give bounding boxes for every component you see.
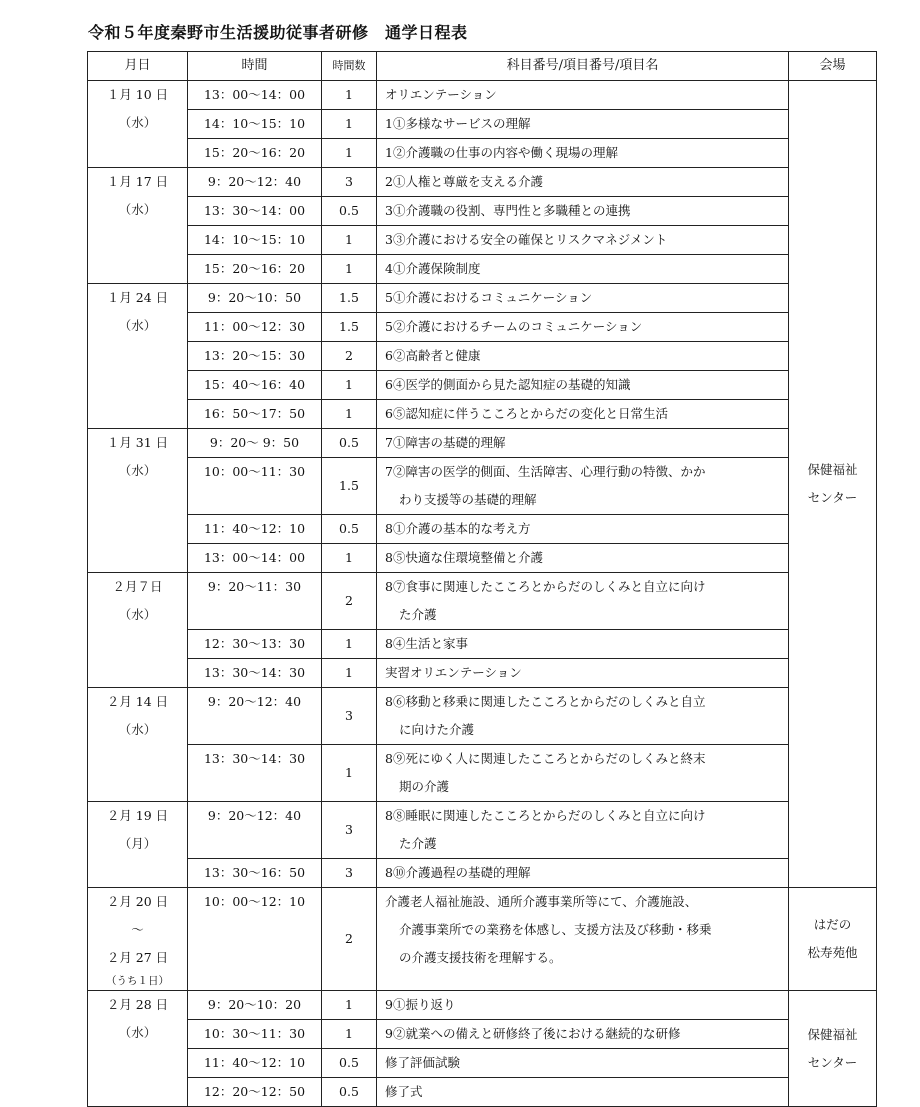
table-row (88, 255, 877, 284)
table-row (88, 802, 877, 859)
hours-cell: 3 (322, 859, 377, 888)
hours-cell: 0.5 (322, 515, 377, 544)
date-cell (88, 688, 188, 802)
hours-cell: 3 (322, 688, 377, 745)
subject-text: 介護事業所での業務を体感し、支援方法及び移動・移乗 (399, 922, 712, 937)
date-text: ～ (131, 922, 144, 937)
subject-text: 期の介護 (399, 779, 450, 794)
date-cell (88, 81, 188, 168)
table-row (88, 745, 877, 802)
subject-text: 9①振り返り (385, 997, 456, 1012)
subject-text: 8⑧睡眠に関連したこころとからだのしくみと自立に向け (385, 808, 706, 823)
subject-cell (377, 630, 789, 659)
table-row (88, 110, 877, 139)
subject-text: の介護支援技術を理解する。 (399, 950, 562, 965)
subject-text: 6④医学的側面から見た認知症の基礎的知識 (385, 377, 631, 392)
table-row (88, 544, 877, 573)
subject-cell (377, 991, 789, 1020)
subject-text: 6⑤認知症に伴うこころとからだの変化と日常生活 (385, 406, 668, 421)
table-row (88, 284, 877, 313)
table-row (88, 888, 877, 991)
subject-text: た介護 (399, 607, 437, 622)
time-cell: 11：40～12：10 (188, 515, 322, 544)
subject-text: 実習オリエンテーション (385, 665, 522, 680)
date-text: ２月 20 日 (106, 894, 169, 909)
hours-cell: 1 (322, 226, 377, 255)
subject-text: 2①人権と尊厳を支える介護 (385, 174, 543, 189)
table-row (88, 573, 877, 630)
date-text: （月） (118, 836, 157, 851)
time-cell: 15：20～16：20 (188, 139, 322, 168)
subject-text: に向けた介護 (399, 722, 475, 737)
hours-cell: 1 (322, 630, 377, 659)
subject-text: 6②高齢者と健康 (385, 348, 481, 363)
date-text: （水） (118, 463, 157, 478)
hours-cell: 0.5 (322, 1078, 377, 1107)
subject-cell (377, 342, 789, 371)
subject-text: 8⑤快適な住環境整備と介護 (385, 550, 543, 565)
hours-cell: 1 (322, 544, 377, 573)
header-hours: 時間数 (322, 52, 377, 81)
subject-cell (377, 859, 789, 888)
date-text: １月 10 日 (106, 87, 169, 102)
date-text: ２月 28 日 (106, 997, 169, 1012)
table-row (88, 371, 877, 400)
table-row (88, 197, 877, 226)
subject-text: 4①介護保険制度 (385, 261, 481, 276)
subject-cell (377, 313, 789, 342)
date-text: ２月 19 日 (106, 808, 169, 823)
date-text: ２月７日 (112, 579, 163, 594)
header-time: 時間 (188, 52, 322, 81)
venue-text: 松寿苑他 (807, 945, 858, 960)
header-subject: 科目番号/項目番号/項目名 (377, 52, 789, 81)
subject-text: 3①介護職の役割、専門性と多職種との連携 (385, 203, 631, 218)
hours-cell: 1.5 (322, 313, 377, 342)
date-text: ２月 27 日 (106, 950, 169, 965)
hours-cell: 0.5 (322, 197, 377, 226)
subject-text: 9②就業への備えと研修終了後における継続的な研修 (385, 1026, 681, 1041)
subject-text: 修了式 (385, 1084, 423, 1099)
time-cell: 11：40～12：10 (188, 1049, 322, 1078)
subject-text: 8⑦食事に関連したこころとからだのしくみと自立に向け (385, 579, 706, 594)
hours-cell: 1.5 (322, 284, 377, 313)
time-cell: 13：30～14：30 (188, 745, 322, 802)
hours-cell: 1 (322, 255, 377, 284)
venue-cell (789, 991, 877, 1107)
hours-cell: 1 (322, 659, 377, 688)
subject-text: わり支援等の基礎的理解 (399, 492, 537, 507)
date-cell (88, 573, 188, 688)
table-row (88, 991, 877, 1020)
time-cell: 9：20～12：40 (188, 168, 322, 197)
time-cell: 13：30～16：50 (188, 859, 322, 888)
subject-text: 8⑨死にゆく人に関連したこころとからだのしくみと終末 (385, 751, 706, 766)
subject-cell (377, 110, 789, 139)
subject-cell (377, 659, 789, 688)
table-row (88, 859, 877, 888)
hours-cell: 3 (322, 168, 377, 197)
subject-text: 介護老人福祉施設、通所介護事業所等にて、介護施設、 (385, 894, 698, 909)
venue-text: センター (807, 1054, 858, 1070)
subject-cell (377, 688, 789, 745)
table-row (88, 139, 877, 168)
subject-text: 8①介護の基本的な考え方 (385, 521, 531, 536)
subject-text: 3③介護における安全の確保とリスクマネジメント (385, 232, 668, 247)
date-text: １月 17 日 (106, 174, 169, 189)
table-row (88, 342, 877, 371)
time-cell: 16：50～17：50 (188, 400, 322, 429)
subject-text: た介護 (399, 836, 437, 851)
date-text: ２月 14 日 (106, 694, 169, 709)
date-text: （水） (118, 115, 157, 130)
subject-cell (377, 1049, 789, 1078)
hours-cell: 1.5 (322, 458, 377, 515)
date-text: （水） (118, 1025, 157, 1040)
table-row (88, 168, 877, 197)
hours-cell: 2 (322, 342, 377, 371)
date-cell (88, 429, 188, 573)
date-text: （水） (118, 318, 157, 333)
hours-cell: 1 (322, 110, 377, 139)
subject-cell (377, 226, 789, 255)
subject-cell (377, 429, 789, 458)
subject-cell (377, 81, 789, 110)
subject-cell (377, 458, 789, 515)
date-text: （水） (118, 607, 157, 622)
subject-cell (377, 255, 789, 284)
table-row (88, 429, 877, 458)
time-cell: 13：30～14：30 (188, 659, 322, 688)
date-cell (88, 888, 188, 991)
subject-text: 7②障害の医学的側面、生活障害、心理行動の特徴、かか (385, 464, 706, 479)
subject-text: 5①介護におけるコミュニケーション (385, 290, 593, 305)
time-cell: 10：00～12：10 (188, 888, 322, 991)
hours-cell: 2 (322, 573, 377, 630)
page-title: 令和５年度秦野市生活援助従事者研修 通学日程表 (88, 23, 468, 42)
venue-text: 保健福祉 (807, 462, 858, 477)
time-cell: 9：20～10：20 (188, 991, 322, 1020)
date-text: （うち１日） (106, 975, 169, 987)
venue-cell (789, 888, 877, 991)
time-cell: 9：20～11：30 (188, 573, 322, 630)
subject-text: 1②介護職の仕事の内容や働く現場の理解 (385, 145, 618, 160)
table-row (88, 1049, 877, 1078)
subject-cell (377, 888, 789, 991)
header-date: 月日 (88, 52, 188, 81)
time-cell: 9：20～12：40 (188, 688, 322, 745)
subject-text: 修了評価試験 (385, 1055, 461, 1070)
table-row (88, 313, 877, 342)
time-cell: 10：30～11：30 (188, 1020, 322, 1049)
time-cell: 9：20～12：40 (188, 802, 322, 859)
time-cell: 12：30～13：30 (188, 630, 322, 659)
hours-cell: 2 (322, 888, 377, 991)
hours-cell: 1 (322, 991, 377, 1020)
venue-text: はだの (813, 917, 852, 932)
subject-cell (377, 745, 789, 802)
date-text: １月 31 日 (106, 435, 169, 450)
subject-text: 7①障害の基礎的理解 (385, 435, 506, 450)
date-cell (88, 168, 188, 284)
time-cell: 10：00～11：30 (188, 458, 322, 515)
subject-text: 8④生活と家事 (385, 636, 468, 651)
subject-text: 8⑥移動と移乗に関連したこころとからだのしくみと自立 (385, 694, 706, 709)
subject-text: 1①多様なサービスの理解 (385, 116, 531, 131)
table-row (88, 1020, 877, 1049)
table-row (88, 1078, 877, 1107)
table-row (88, 400, 877, 429)
subject-cell (377, 139, 789, 168)
hours-cell: 1 (322, 1020, 377, 1049)
header-venue: 会場 (789, 52, 877, 81)
subject-cell (377, 168, 789, 197)
schedule-table (87, 51, 877, 1107)
subject-cell (377, 573, 789, 630)
venue-text: センター (807, 490, 858, 505)
date-cell (88, 991, 188, 1107)
subject-text: オリエンテーション (385, 87, 497, 102)
hours-cell: 3 (322, 802, 377, 859)
time-cell: 11：00～12：30 (188, 313, 322, 342)
time-cell: 14：10～15：10 (188, 110, 322, 139)
venue-cell (789, 81, 877, 888)
time-cell: 13：00～14：00 (188, 81, 322, 110)
hours-cell: 1 (322, 371, 377, 400)
hours-cell: 1 (322, 400, 377, 429)
hours-cell: 0.5 (322, 429, 377, 458)
date-text: （水） (118, 202, 157, 217)
table-row (88, 81, 877, 110)
subject-cell (377, 284, 789, 313)
subject-cell (377, 400, 789, 429)
hours-cell: 0.5 (322, 1049, 377, 1078)
time-cell: 9：20～ 9：50 (188, 429, 322, 458)
table-row (88, 515, 877, 544)
subject-cell (377, 515, 789, 544)
subject-cell (377, 544, 789, 573)
date-text: １月 24 日 (106, 290, 169, 305)
hours-cell: 1 (322, 139, 377, 168)
schedule-body (88, 81, 877, 1107)
time-cell: 15：40～16：40 (188, 371, 322, 400)
subject-cell (377, 1020, 789, 1049)
table-row (88, 226, 877, 255)
time-cell: 9：20～10：50 (188, 284, 322, 313)
hours-cell: 1 (322, 81, 377, 110)
subject-text: 8⑩介護過程の基礎的理解 (385, 865, 531, 880)
date-cell (88, 284, 188, 429)
hours-cell: 1 (322, 745, 377, 802)
subject-cell (377, 371, 789, 400)
header-row (88, 52, 877, 81)
time-cell: 13：20～15：30 (188, 342, 322, 371)
time-cell: 13：00～14：00 (188, 544, 322, 573)
subject-text: 5②介護におけるチームのコミュニケーション (385, 319, 643, 334)
table-row (88, 688, 877, 745)
table-row (88, 458, 877, 515)
time-cell: 14：10～15：10 (188, 226, 322, 255)
time-cell: 15：20～16：20 (188, 255, 322, 284)
subject-cell (377, 197, 789, 226)
venue-text: 保健福祉 (807, 1026, 858, 1042)
subject-cell (377, 802, 789, 859)
subject-cell (377, 1078, 789, 1107)
time-cell: 13：30～14：00 (188, 197, 322, 226)
date-cell (88, 802, 188, 888)
table-row (88, 659, 877, 688)
table-row (88, 630, 877, 659)
date-text: （水） (118, 722, 157, 737)
time-cell: 12：20～12：50 (188, 1078, 322, 1107)
